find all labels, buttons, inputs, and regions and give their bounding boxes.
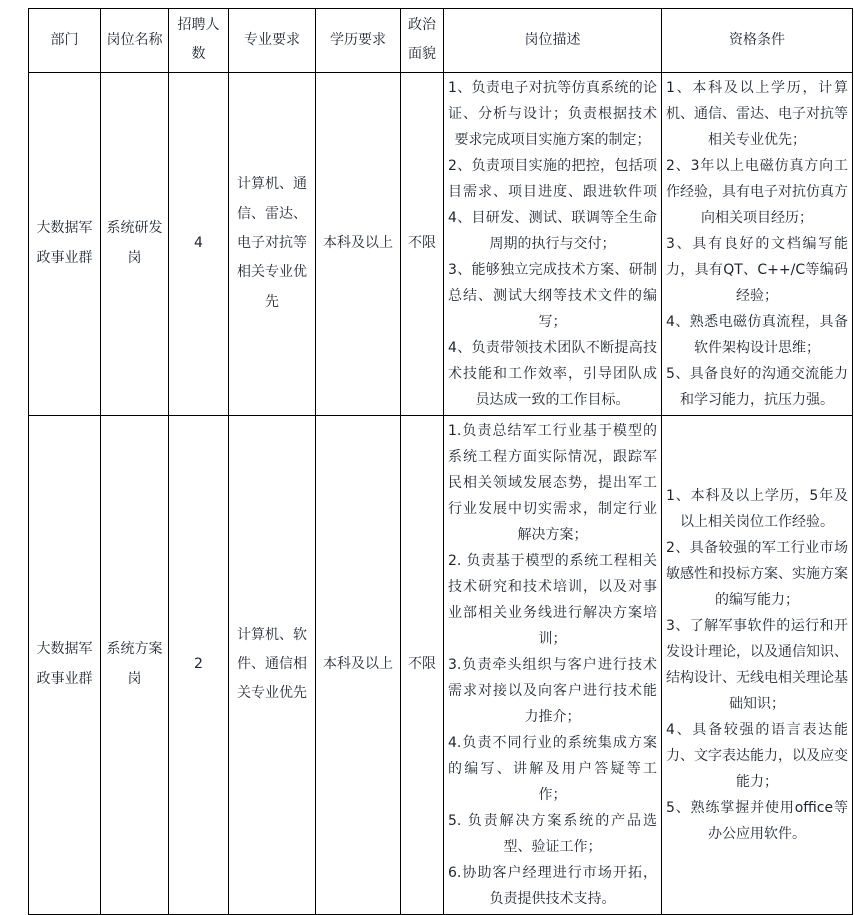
- paragraph: 3、能够独立完成技术方案、研制总结、测试大纲等技术文件的编写；: [448, 261, 657, 330]
- paragraph: 2、负责项目实施的把控，包括项目需求、项目进度、跟进软件项4、目研发、测试、联调等全生命周期的执行与交付；: [448, 157, 657, 252]
- cell-political-status: 不限: [401, 72, 444, 415]
- header-headcount: 招聘人数: [169, 9, 229, 73]
- cell-political-status: 不限: [401, 415, 444, 914]
- paragraph: 3、了解军事软件的运行和开发设计理论，以及通信知识、结构设计、无线电相关理论基础知识；: [666, 617, 848, 712]
- paragraph: 1、本科及以上学历，计算机、通信、雷达、电子对抗等相关专业优先；: [666, 79, 848, 148]
- paragraph: 5、熟练掌握并使用office等办公应用软件。: [666, 799, 848, 842]
- cell-job-description: [444, 415, 662, 914]
- table-row-system-rd: [29, 72, 853, 415]
- cell-education-requirement: 本科及以上: [316, 72, 401, 415]
- paragraph: 4、负责带领技术团队不断提高技术技能和工作效率，引导团队成员达成一致的工作目标。: [448, 339, 657, 408]
- header-department: 部门: [29, 9, 101, 73]
- cell-department: 大数据军政事业群: [29, 415, 101, 914]
- paragraph: 5. 负责解决方案系统的产品选型、验证工作；: [448, 812, 657, 855]
- cell-department: 大数据军政事业群: [29, 72, 101, 415]
- cell-qualifications: [662, 415, 853, 914]
- cell-job-description: [444, 72, 662, 415]
- cell-major-requirement: 计算机、软件、通信相关专业优先: [229, 415, 316, 914]
- paragraph: 2、3年以上电磁仿真方向工作经验，具有电子对抗仿真方向相关项目经历；: [666, 157, 848, 226]
- cell-headcount: 2: [169, 415, 229, 914]
- paragraph: 4.负责不同行业的系统集成方案的编写、讲解及用户答疑等工作；: [448, 734, 657, 803]
- header-job-description: 岗位描述: [444, 9, 662, 73]
- paragraph: 4、具备较强的语言表达能力、文字表达能力，以及应变能力；: [666, 721, 848, 790]
- cell-education-requirement: 本科及以上: [316, 415, 401, 914]
- paragraph: 3、具有良好的文档编写能力，具有QT、C++/C等编码经验；: [666, 235, 848, 304]
- header-row: [29, 9, 853, 73]
- cell-headcount: 4: [169, 72, 229, 415]
- paragraph: 1、负责电子对抗等仿真系统的论证、分析与设计；负责根据技术要求完成项目实施方案的制定；: [448, 79, 657, 148]
- paragraph: 2、具备较强的军工行业市场敏感性和投标方案、实施方案的编写能力；: [666, 539, 848, 608]
- cell-major-requirement: 计算机、通信、雷达、电子对抗等相关专业优先: [229, 72, 316, 415]
- header-political-status: 政治面貌: [401, 9, 444, 73]
- header-qualifications: 资格条件: [662, 9, 853, 73]
- header-education-requirement: 学历要求: [316, 9, 401, 73]
- header-major-requirement: 专业要求: [229, 9, 316, 73]
- cell-position-name: 系统研发岗: [101, 72, 169, 415]
- header-position-name: 岗位名称: [101, 9, 169, 73]
- paragraph: 5、具备良好的沟通交流能力和学习能力，抗压力强。: [666, 365, 848, 408]
- paragraph: 3.负责牵头组织与客户进行技术需求对接以及向客户进行技术能力推介；: [448, 656, 657, 725]
- paragraph: 2. 负责基于模型的系统工程相关技术研究和技术培训，以及对事业部相关业务线进行解决方案培训；: [448, 552, 657, 647]
- table-row-system-solution: [29, 415, 853, 914]
- paragraph: 4、熟悉电磁仿真流程，具备软件架构设计思维；: [666, 313, 848, 356]
- paragraph: 1.负责总结军工行业基于模型的系统工程方面实际情况，跟踪军民相关领域发展态势，提出军工行业发展中切实需求，制定行业解决方案；: [448, 422, 657, 543]
- paragraph: 6.协助客户经理进行市场开拓，负责提供技术支持。: [448, 864, 657, 907]
- recruitment-table: [28, 8, 853, 915]
- cell-position-name: 系统方案岗: [101, 415, 169, 914]
- paragraph: 1、本科及以上学历，5年及以上相关岗位工作经验。: [666, 487, 848, 530]
- cell-qualifications: [662, 72, 853, 415]
